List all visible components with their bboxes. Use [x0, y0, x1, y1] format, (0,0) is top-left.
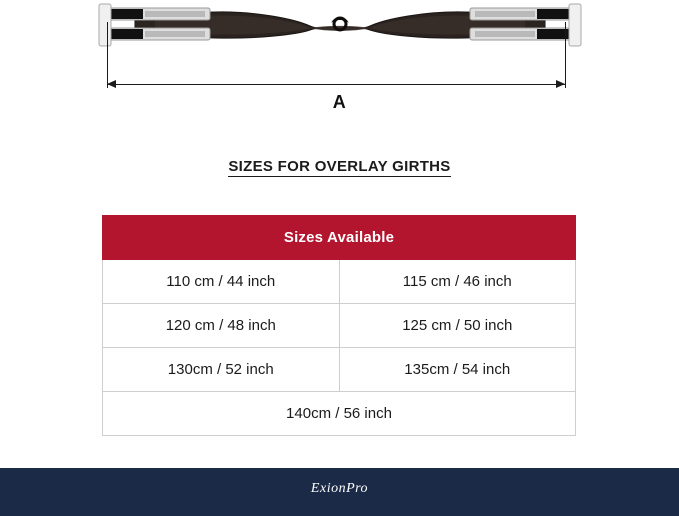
dimension-arrow-right-icon — [556, 80, 565, 88]
table-row — [103, 260, 576, 304]
size-cell: 110 cm / 44 inch — [103, 260, 340, 304]
size-cell: 125 cm / 50 inch — [339, 304, 576, 348]
table-header-cell: Sizes Available — [103, 216, 576, 260]
table-row — [103, 304, 576, 348]
brand-name: ExionPro — [310, 481, 369, 496]
table-header-row — [103, 216, 576, 260]
sizes-table — [102, 215, 576, 436]
dimension-line — [107, 84, 565, 85]
size-cell-full: 140cm / 56 inch — [103, 392, 576, 436]
footer-bar — [0, 468, 679, 516]
dimension-label: A — [332, 92, 347, 112]
sizes-heading-text: SIZES FOR OVERLAY GIRTHS — [228, 158, 451, 175]
dimension-arrow-left-icon — [107, 80, 116, 88]
dimension-tick-left — [107, 22, 108, 88]
size-cell: 115 cm / 46 inch — [339, 260, 576, 304]
size-cell: 135cm / 54 inch — [339, 348, 576, 392]
size-cell: 130cm / 52 inch — [103, 348, 340, 392]
brand-logo — [0, 481, 679, 497]
dimension-tick-right — [565, 22, 566, 88]
girth-graphic — [95, 2, 585, 58]
sizes-heading — [0, 158, 679, 175]
table-row — [103, 348, 576, 392]
size-cell: 120 cm / 48 inch — [103, 304, 340, 348]
table-row — [103, 392, 576, 436]
girth-shape-icon — [95, 2, 585, 58]
product-illustration — [0, 0, 679, 120]
